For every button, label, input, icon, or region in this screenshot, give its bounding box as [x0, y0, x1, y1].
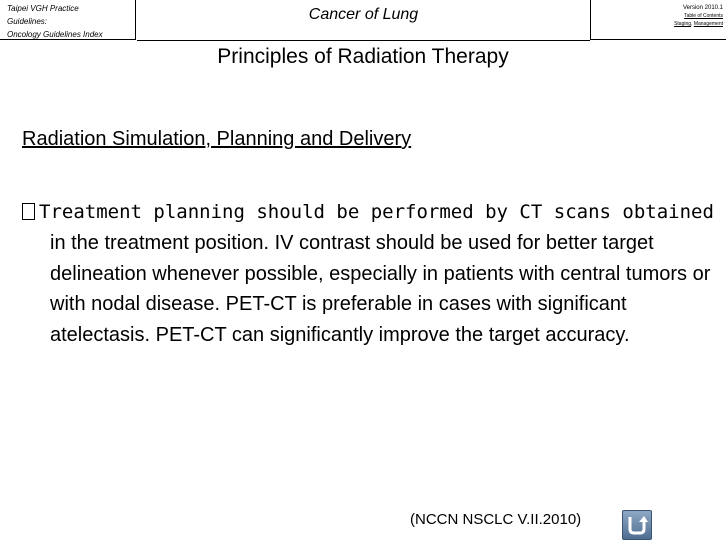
return-button[interactable] — [622, 510, 652, 540]
header-guidelines-label: Guidelines: — [7, 17, 48, 26]
citation: (NCCN NSCLC V.II.2010) — [410, 511, 582, 528]
staging-link[interactable]: Staging — [674, 21, 692, 27]
bullet-first-text: Treatment planning should be performed by CT scans obtained — [39, 201, 714, 223]
header-title: Cancer of Lung — [308, 6, 419, 23]
bullet-first-line — [22, 198, 726, 226]
section-title: Radiation Simulation, Planning and Delivery — [22, 128, 412, 150]
management-link[interactable]: Management — [693, 21, 723, 27]
table-of-contents-link[interactable]: Table of Contents — [684, 13, 723, 19]
return-arrow-icon — [626, 514, 648, 536]
version-label: Version 2010.1 — [682, 5, 723, 11]
page-title: Principles of Radiation Therapy — [217, 45, 509, 68]
header-title-box — [137, 0, 590, 41]
header-nav-box: Version 2010.1 Table of Contents Staging, Management — [590, 0, 726, 40]
bullet-continuation: in the treatment position. IV contrast should be used for better target delineation whenever possible, especially in patients with central tumors or with nodal disease. PET-CT is preferable in cases with significant atelectasis. PET-CT can significantly improve the target accuracy. — [50, 232, 711, 346]
header-oncology-index-link[interactable]: Oncology Guidelines Index — [7, 30, 103, 39]
header-institution: Taipei VGH Practice — [7, 4, 79, 13]
bullet-box-icon — [22, 203, 35, 220]
header-guidelines-box — [0, 0, 136, 40]
